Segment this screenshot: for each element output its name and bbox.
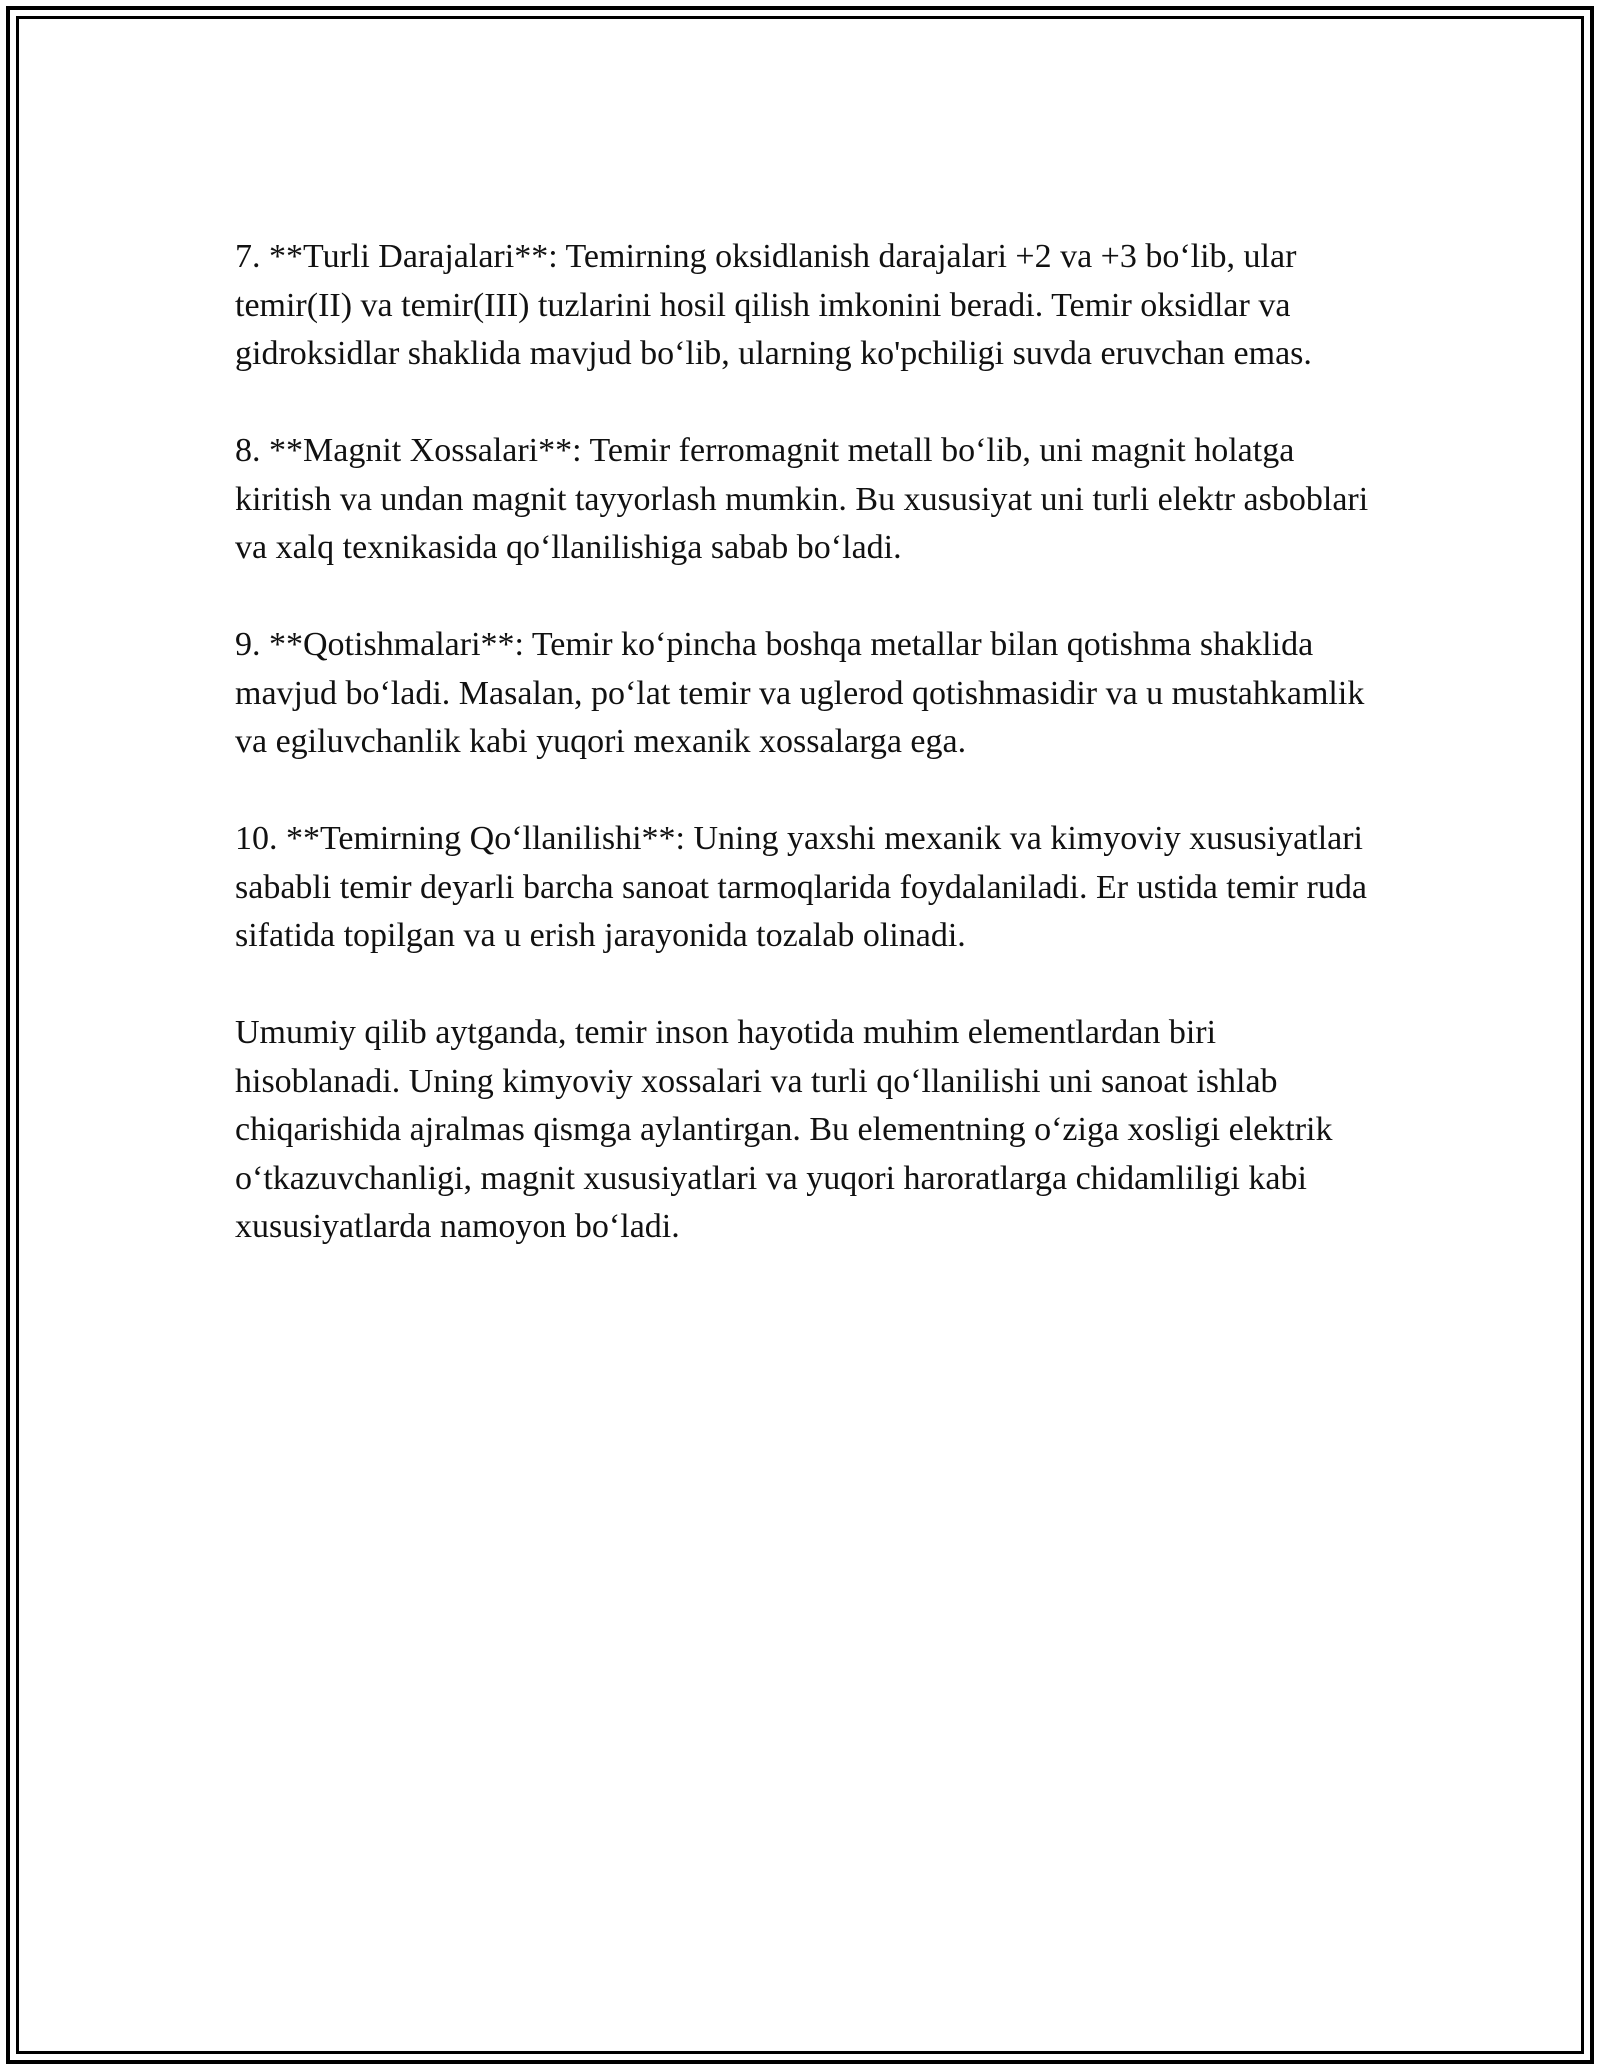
- paragraph-applications: 10. **Temirning Qo‘llanilishi**: Uning yaxshi mexanik va kimyoviy xususiyatlari sababli temir deyarli barcha sanoat tarmoqlarida foydalaniladi. Er ustida temir ruda sifatida topilgan va u erish jarayonida tozalab olinadi.: [235, 820, 1367, 954]
- paragraph-magnetic-properties: 8. **Magnit Xossalari**: Temir ferromagnit metall bo‘lib, uni magnit holatga kiritish va undan magnit tayyorlash mumkin. Bu xususiyat uni turli elektr asboblari va xalq texnikasida qo‘llanilishiga sabab bo‘ladi.: [235, 432, 1369, 566]
- paragraph-conclusion: Umumiy qilib aytganda, temir inson hayotida muhim elementlardan biri hisoblanadi. Uning kimyoviy xossalari va turli qo‘llanilishi uni sanoat ishlab chiqarishida ajralmas qismga aylantirgan. Bu elementning o‘ziga xosligi elektrik o‘tkazuvchanligi, magnit xususiyatlari va yuqori haroratlarga chidamliligi kabi xususiyatlarda namoyon bo‘ladi.: [235, 1014, 1333, 1245]
- paragraph-alloys: 9. **Qotishmalari**: Temir ko‘pincha boshqa metallar bilan qotishma shaklida mavjud bo‘ladi. Masalan, po‘lat temir va uglerod qotishmasidir va u mustahkamlik va egiluvchanlik kabi yuqori mexanik xossalarga ega.: [235, 626, 1365, 760]
- document-body: [235, 233, 1370, 1300]
- paragraph-oxidation-states: 7. **Turli Darajalari**: Temirning oksidlanish darajalari +2 va +3 bo‘lib, ular temir(II) va temir(III) tuzlarini hosil qilish imkonini beradi. Temir oksidlar va gidroksidlar shaklida mavjud bo‘lib, ularning ko'pchiligi suvda eruvchan emas.: [235, 238, 1312, 372]
